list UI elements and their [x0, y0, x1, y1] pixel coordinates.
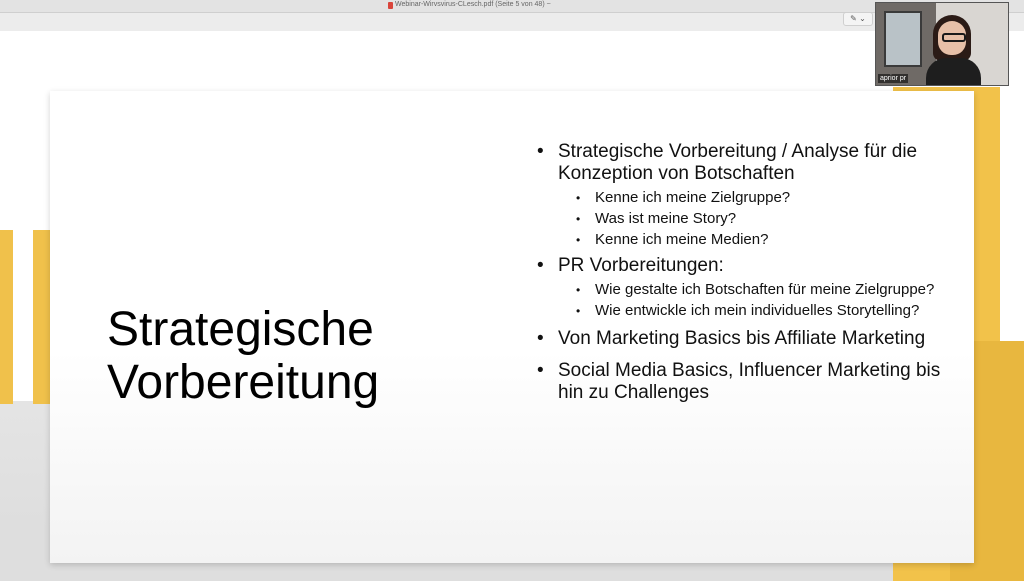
bullet-item: • Von Marketing Basics bis Affiliate Marketing [537, 328, 967, 350]
bullet-item: • PR Vorbereitungen: [537, 255, 967, 277]
document-view[interactable] [0, 31, 1024, 581]
webcam-window-frame [884, 11, 922, 67]
accent-bar-left-inner [33, 230, 50, 404]
bullet-item: • Social Media Basics, Influencer Marketing bis hin zu Challenges [537, 360, 967, 404]
presenter-body [926, 58, 981, 86]
sub-bullet-item: • Was ist meine Story? [537, 210, 967, 228]
sub-bullet-item: • Wie entwickle ich mein individuelles Storytelling? [537, 302, 967, 320]
webcam-video-tile[interactable] [875, 2, 1009, 86]
presenter-glasses [942, 33, 966, 42]
slide-content-card [50, 91, 974, 563]
sub-bullet-item: • Kenne ich meine Medien? [537, 231, 967, 249]
bullet-item: • Strategische Vorbereitung / Analyse für die Konzeption von Botschaften [537, 141, 967, 185]
window-title: Webinar-Wirvsvirus-CLesch.pdf (Seite 5 von 48) ~ [395, 1, 551, 8]
slide-title [107, 303, 487, 409]
participant-name-label: aprior pr [880, 75, 907, 82]
sub-bullet-item: • Kenne ich meine Zielgruppe? [537, 189, 967, 207]
annotate-button[interactable]: ✎ ⌄ [843, 12, 873, 26]
sub-bullet-item: • Wie gestalte ich Botschaften für meine Zielgruppe? [537, 281, 967, 299]
slide-title-line1: Strategische [107, 303, 374, 356]
sub-bullet-list [537, 189, 967, 249]
pdf-file-icon [388, 2, 393, 9]
bullet-list [537, 141, 967, 406]
sub-bullet-list [537, 281, 967, 320]
slide-title-line2: Vorbereitung [107, 356, 380, 409]
accent-bar-left-outer [0, 230, 13, 404]
